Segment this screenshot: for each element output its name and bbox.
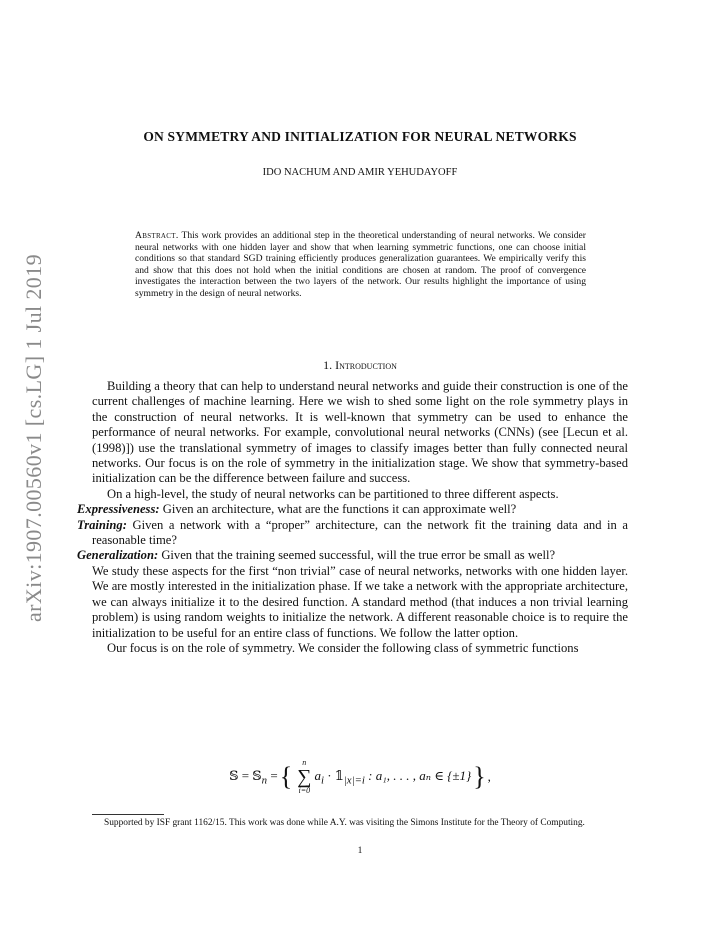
section-title: Introduction [335,358,397,372]
aspect-text: Given that the training seemed successful, will the true error be small as well? [161,548,556,563]
paragraph-4: Our focus is on the role of symmetry. We consider the following class of symmetric functions [107,640,579,655]
aspect-term: Generalization: [77,548,159,563]
summation-upper-limit: n [302,758,307,767]
abstract [135,230,586,300]
equation-close-brace: } [473,762,486,791]
abstract-text: This work provides an additional step in the theoretical understanding of neural networks. We consider neural networks with one hidden layer and show that when learning symmetric functions, one can choose initial conditions so that standard SGD training efficiently produces generalization guarantees. We empirically verify this and show that this does not hold when the initial conditions are chosen at random. The proof of convergence investigates the interaction between the two layers of the network. Our results highlight the importance of using symmetry in the design of neural networks. [135,230,586,299]
equation-trailing: , [487,769,491,784]
aspects-list [77,502,628,564]
paper-authors: IDO NACHUM AND AMIR YEHUDAYOFF [262,167,458,178]
paragraph-2: On a high-level, the study of neural networks can be partitioned to three different aspects. [107,486,559,501]
symmetric-functions-equation [92,754,628,800]
aspect-term: Expressiveness: [77,502,160,517]
summation-lower-limit: i=0 [298,786,311,795]
aspect-item [77,517,628,549]
aspect-term: Training: [77,517,127,532]
paragraph-1: Building a theory that can help to understand neural networks and guide their construction is one of the current challenges of machine learning. Here we wish to shed some light on the role symmetry plays in the construction of neural networks. It is well-known that symmetry can be used to enhance the performance of neural networks. For example, convolutional neural networks (CNNs) (see [Lecun et al.(1998)]) use the translational symmetry of images to classify images better than fully connected neural networks. Our focus is on the role of symmetry in the initialization stage. We show that symmetry-based initialization can be the difference between failure and success. [92,379,628,486]
summation [297,759,311,795]
equation-summand: $a_i$ · $𝟙_{|x|=i}$ : a₁, . . . , aₙ ∈ {±1} [314,767,472,787]
arxiv-identifier-text: arXiv:1907.00560v1 [cs.LG] 1 Jul 2019 [21,254,47,622]
aspect-item [77,502,628,517]
page-number: 1 [357,846,363,856]
paper-title: ON SYMMETRY AND INITIALIZATION FOR NEURAL NETWORKS [143,129,577,144]
footnote-rule [92,814,164,815]
aspect-item [77,548,628,563]
summation-symbol: ∑ [297,766,312,788]
equation-open-brace: { [279,762,293,791]
arxiv-identifier-stamp [17,242,51,634]
equation-lhs: 𝕊 = 𝕊$_n$ = [229,767,278,787]
footnote: Supported by ISF grant 1162/15. This work was done while A.Y. was visiting the Simons Institute for the Theory of Computing. [104,818,585,828]
aspect-text: Given an architecture, what are the functions it can approximate well? [162,502,517,517]
aspect-text: Given a network with a “proper” architecture, can the network fit the training data and in a reasonable time? [92,517,628,548]
body-text [77,379,628,656]
abstract-label: Abstract. [135,230,179,241]
paragraph-3: We study these aspects for the first “non trivial” case of neural networks, networks with one hidden layer. We are mostly interested in the initialization phase. If we take a network with the appropriate architecture, we can always initialize it to the desired function. A standard method (that induces a non trivial learning problem) is using random weights to initialize the network. A different reasonable choice is to require the initialization to be useful for an entire class of functions. We follow the latter option. [92,563,628,640]
section-heading [92,358,628,373]
section-number: 1. [323,358,333,372]
